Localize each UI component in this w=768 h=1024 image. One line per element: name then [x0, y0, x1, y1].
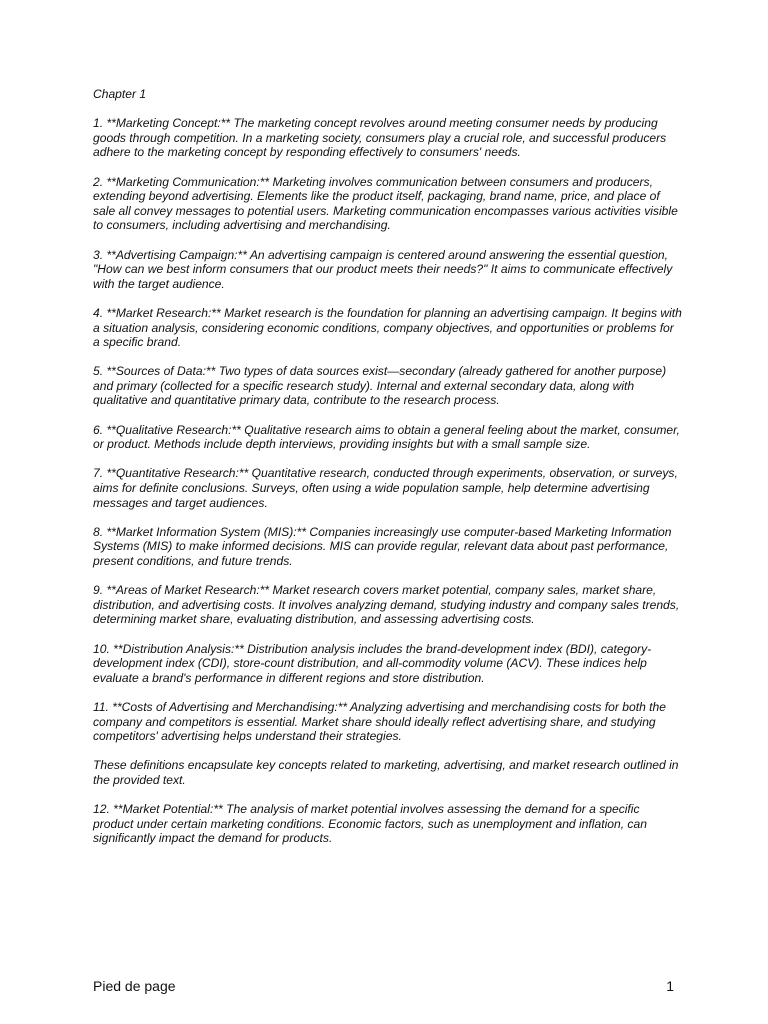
paragraph-marketing-concept: 1. **Marketing Concept:** The marketing concept revolves around meeting consumer needs by producing goods through competition. In a marketing society, consumers play a crucial role, and successful producers adhere to the marketing concept by responding effectively to consumers' needs. [93, 116, 667, 160]
paragraph-market-research: 4. **Market Research:** Market research is the foundation for planning an advertising campaign. It begins with a situation analysis, considering economic conditions, company objectives, and opportunities or problems for a specific brand. [93, 305, 682, 350]
paragraph-costs-of-advertising: 11. **Costs of Advertising and Merchandising:** Analyzing advertising and merchandising costs for both the company and competitors is essential. Market share should ideally reflect advertising share, and studying competitors' advertising helps understand their strategies. [93, 699, 666, 744]
paragraph-sources-of-data: 5. **Sources of Data:** Two types of data sources exist—secondary (already gathered for another purpose) and primary (collected for a specific research study). Internal and external secondary data, along with qualitative and quantitative primary data, contribute to the research process. [93, 364, 667, 408]
paragraph-areas-of-market-research: 9. **Areas of Market Research:** Market research covers market potential, company sales, market share, distribution, and advertising costs. It involves analyzing demand, studying industry and company sales trends, determining market share, evaluating distribution, and assessing advertising costs. [93, 583, 680, 627]
paragraph-summary: These definitions encapsulate key concepts related to marketing, advertising, and market research outlined in the provided text. [93, 758, 679, 787]
paragraph-quantitative-research: 7. **Quantitative Research:** Quantitative research, conducted through experiments, observation, or surveys, aims for definite conclusions. Surveys, often using a wide population sample, help determine advertising messages and target audiences. [93, 466, 678, 510]
paragraph-advertising-campaign: 3. **Advertising Campaign:** An advertising campaign is centered around answering the essential question, "How can we best inform consumers that our product meets their needs?" It aims to communicate effectively with the target audience. [93, 247, 673, 291]
footer-label: Pied de page [93, 978, 176, 994]
chapter-title: Chapter 1 [93, 87, 147, 101]
paragraph-market-potential: 12. **Market Potential:** The analysis of market potential involves assessing the demand for a specific product under certain marketing conditions. Economic factors, such as unemployment and inflation, can significantly impact the demand for products. [93, 802, 647, 846]
paragraph-marketing-communication: 2. **Marketing Communication:** Marketing involves communication between consumers and producers, extending beyond advertising. Elements like the product itself, packaging, brand name, price, and place of sale all convey messages to potential users. Marketing communication encompasses various activities visible to consumers, including advertising and merchandising. [93, 174, 678, 233]
page-body [93, 87, 683, 860]
paragraph-qualitative-research: 6. **Qualitative Research:** Qualitative research aims to obtain a general feeling about the market, consumer, or product. Methods include depth interviews, providing insights but with a small sample size. [93, 422, 680, 452]
paragraph-distribution-analysis: 10. **Distribution Analysis:** Distribution analysis includes the brand-development index (BDI), category-development index (CDI), store-count distribution, and all-commodity volume (ACV). These indices help evaluate a brand's performance in different regions and store distribution. [93, 641, 652, 685]
paragraph-market-information-system: 8. **Market Information System (MIS):** Companies increasingly use computer-based Marketing Information Systems (MIS) to make informed decisions. MIS can provide regular, relevant data about past performance, present conditions, and future trends. [93, 524, 672, 568]
page-number: 1 [666, 978, 674, 994]
